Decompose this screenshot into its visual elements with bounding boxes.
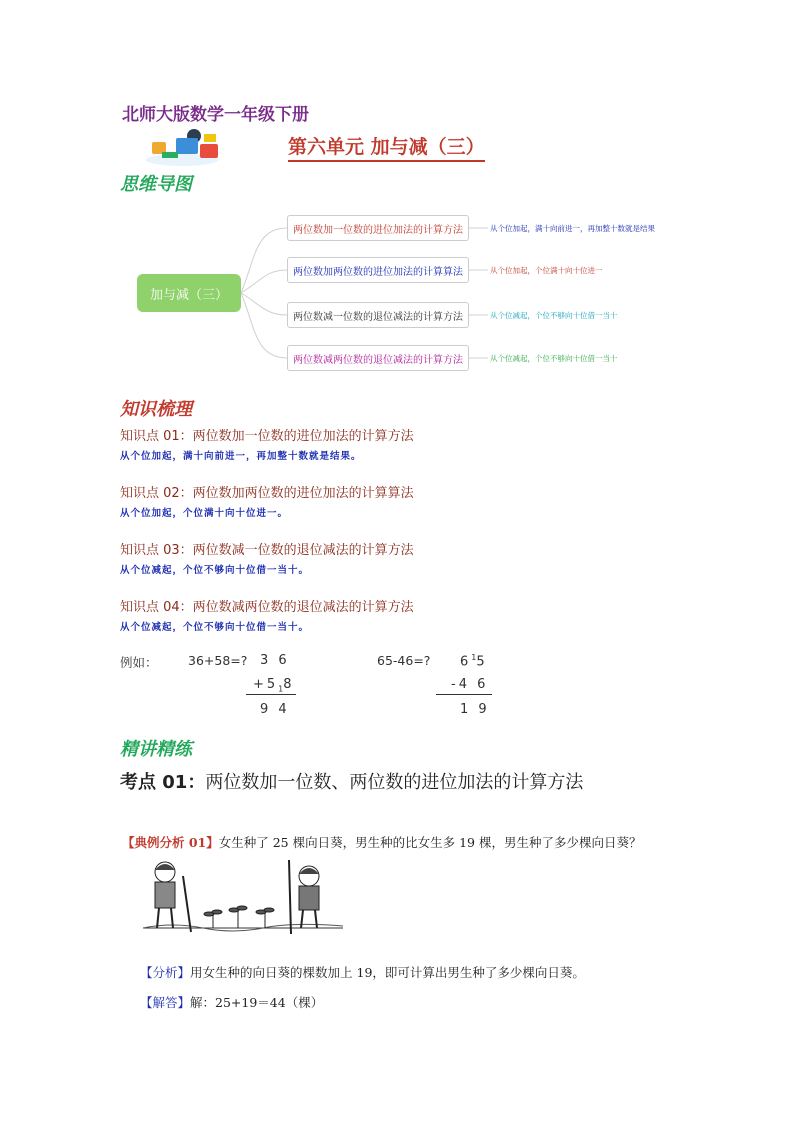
example-sub-expr: 65-46=? [377, 653, 431, 668]
section-heading-knowledge: 知识梳理 [120, 399, 192, 420]
kaodian-heading: 考点 01：两位数加一位数、两位数的进位加法的计算方法 [120, 772, 584, 793]
example-sub-second: -4 6 [451, 677, 489, 692]
book-title: 北师大版数学一年级下册 [122, 105, 309, 125]
example-sub-result: 1 9 [460, 702, 490, 717]
section-heading-practice: 精讲精练 [120, 739, 192, 760]
mindmap-leaf: 从个位减起，个位不够向十位借一当十 [490, 311, 618, 320]
example-sub-top: $6^15$ [460, 653, 488, 670]
analysis-text: 【分析】用女生种的向日葵的棵数加上 19，即可计算出男生种了多少棵向日葵。 [140, 965, 585, 980]
knowledge-point-desc: 从个位加起，个位满十向十位进一。 [120, 508, 289, 519]
knowledge-point-desc: 从个位加起，满十向前进一，再加整十数就是结果。 [120, 451, 362, 462]
knowledge-point-title: 知识点 03：两位数减一位数的退位减法的计算方法 [120, 543, 414, 558]
mindmap-node: 两位数减一位数的退位减法的计算方法 [287, 302, 469, 328]
mindmap-node: 两位数加两位数的进位加法的计算算法 [287, 257, 469, 283]
example-add-line [246, 694, 296, 695]
example-add-result: 9 4 [260, 702, 290, 717]
example-sub-line [436, 694, 492, 695]
mindmap-leaf: 从个位减起，个位不够向十位借一当十 [490, 354, 618, 363]
example-add-expr: 36+58=? [188, 653, 248, 668]
mindmap-node: 两位数减两位数的退位减法的计算方法 [287, 345, 469, 371]
knowledge-point-title: 知识点 02：两位数加两位数的进位加法的计算算法 [120, 486, 414, 501]
example-add-top: 3 6 [260, 653, 290, 668]
mindmap-connectors [0, 0, 794, 400]
problem-statement: 【典例分析 01】女生种了 25 棵向日葵，男生种的比女生多 19 棵，男生种了多少棵向日葵？ [122, 835, 642, 850]
answer-text: 【解答】解：25+19＝44（棵） [140, 995, 324, 1010]
knowledge-point-desc: 从个位减起，个位不够向十位借一当十。 [120, 565, 310, 576]
mindmap-leaf: 从个位加起，个位满十向十位进一 [490, 266, 603, 275]
knowledge-point-title: 知识点 01：两位数加一位数的进位加法的计算方法 [120, 429, 414, 444]
unit-title: 第六单元 加与减（三） [288, 132, 485, 162]
mindmap-root: 加与减（三） [137, 274, 241, 312]
mindmap-node: 两位数加一位数的进位加法的计算方法 [287, 215, 469, 241]
children-planting-illustration [143, 856, 343, 952]
knowledge-point-desc: 从个位减起，个位不够向十位借一当十。 [120, 622, 310, 633]
example-label: 例如： [120, 655, 158, 670]
example-add-second: $+5_18$ [253, 677, 295, 694]
mindmap-leaf: 从个位加起，满十向前进一，再加整十数就是结果 [490, 224, 655, 233]
knowledge-point-title: 知识点 04：两位数减两位数的退位减法的计算方法 [120, 600, 414, 615]
section-heading-mindmap: 思维导图 [120, 174, 192, 195]
